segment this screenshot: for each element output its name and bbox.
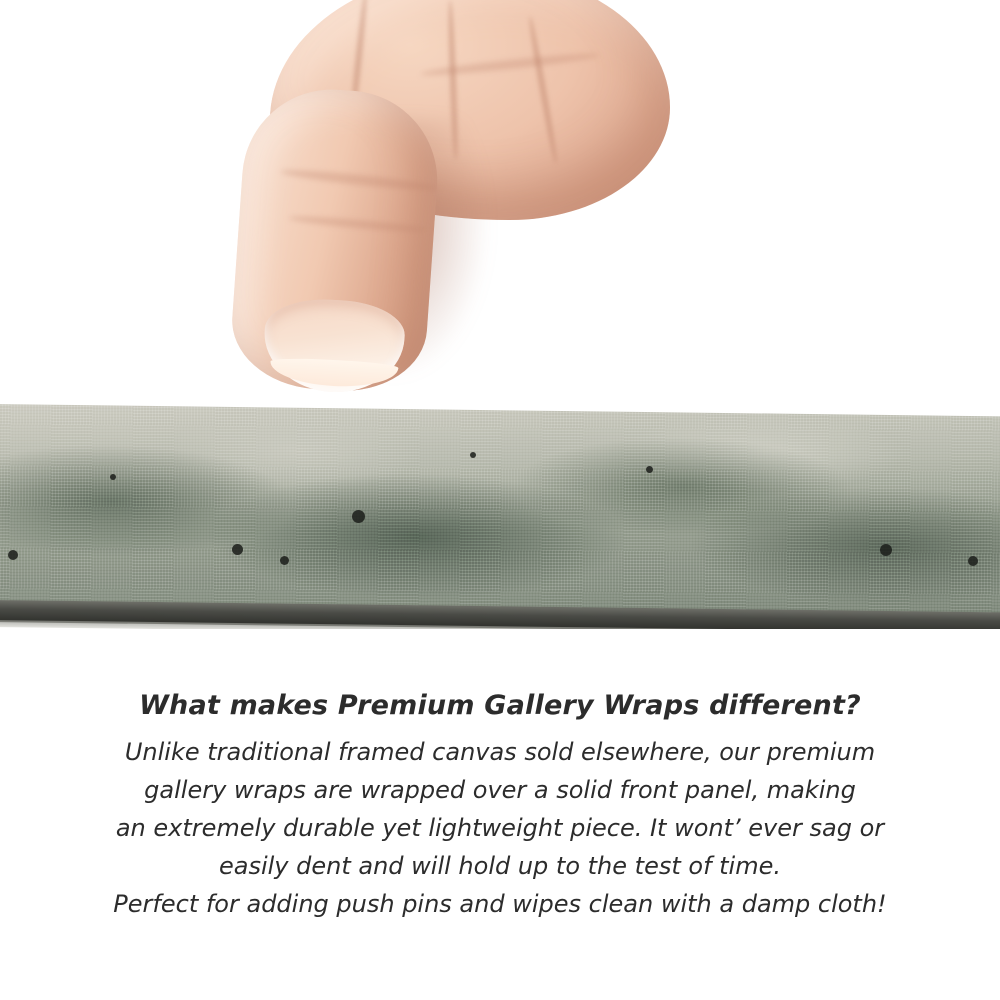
canvas-speck: [880, 544, 892, 556]
canvas-speck: [280, 556, 289, 565]
caption-block: [0, 690, 1000, 923]
canvas-speck: [968, 556, 978, 566]
caption-line: an extremely durable yet lightweight piece. It wont’ ever sag or: [115, 814, 885, 842]
canvas-speck: [470, 452, 476, 458]
canvas-speck: [8, 550, 18, 560]
canvas-speck: [110, 474, 116, 480]
canvas-weave-texture: [0, 404, 1000, 628]
caption-line: Unlike traditional framed canvas sold elsewhere, our premium: [124, 738, 876, 766]
canvas-speck: [646, 466, 653, 473]
caption-line: easily dent and will hold up to the test of time.: [218, 852, 781, 880]
caption-heading: What makes Premium Gallery Wraps different?: [139, 690, 861, 721]
gallery-wrap-panel: [0, 404, 1000, 629]
caption-line: gallery wraps are wrapped over a solid front panel, making: [144, 776, 856, 804]
canvas-speck: [352, 510, 365, 523]
hand-illustration: [120, 0, 640, 420]
caption-line: Perfect for adding push pins and wipes clean with a damp cloth!: [113, 890, 887, 918]
canvas-speck: [232, 544, 243, 555]
